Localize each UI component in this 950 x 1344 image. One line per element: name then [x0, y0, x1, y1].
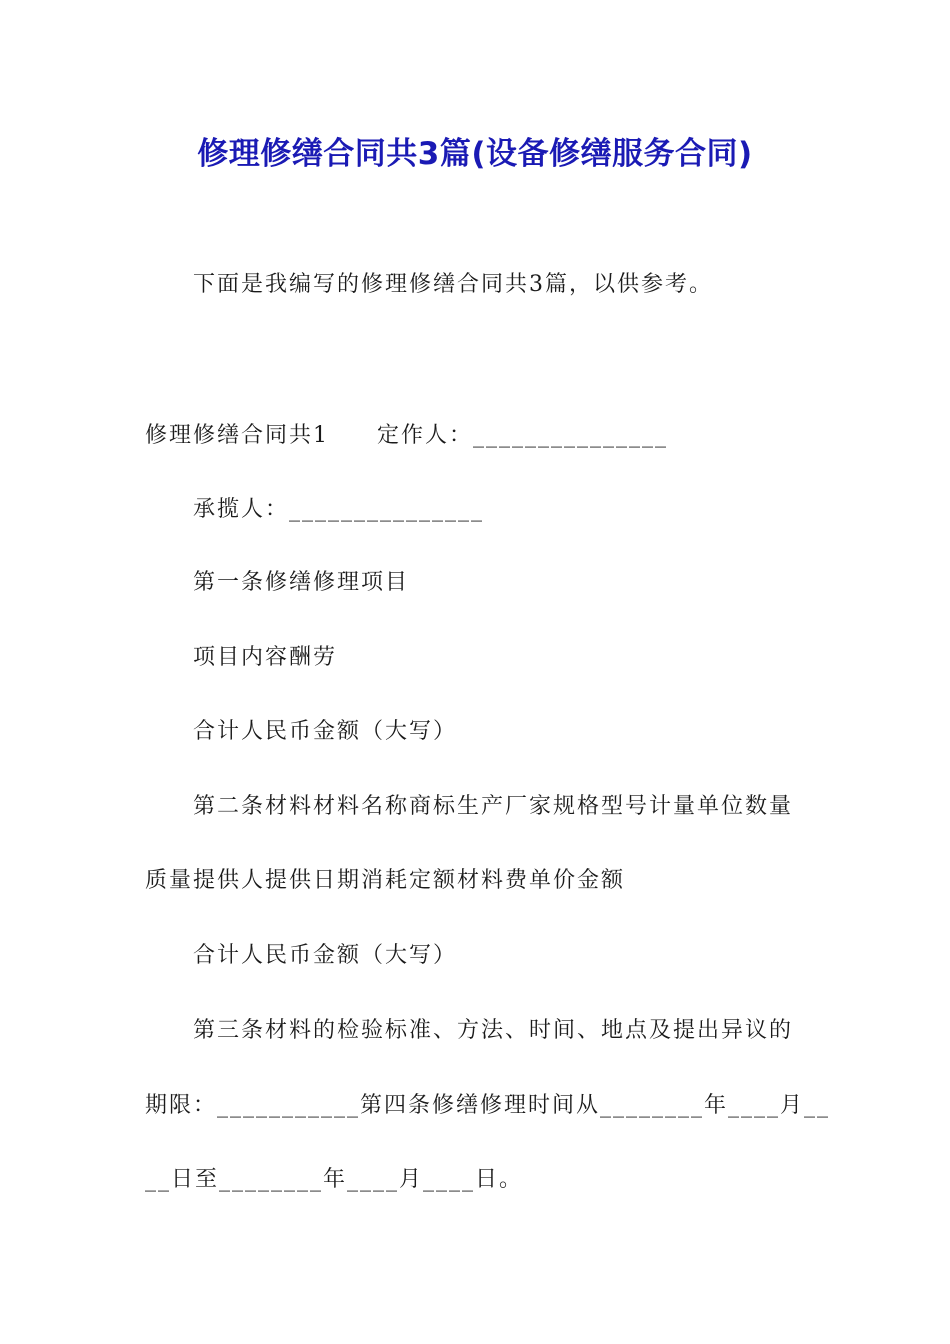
- intro-paragraph: 下面是我编写的修理修缮合同共3篇，以供参考。: [193, 272, 713, 297]
- contractor-line: 承揽人：_______________: [193, 497, 485, 522]
- date-range-line: __日至________年____月____日。: [145, 1167, 524, 1192]
- total-amount-line: 合计人民币金额（大写）: [193, 719, 458, 744]
- contract-1-heading-line: 修理修缮合同共1 定作人：_______________: [145, 423, 668, 448]
- article-2-line: 第二条材料材料名称商标生产厂家规格型号计量单位数量: [193, 794, 794, 819]
- article-3-line: 第三条材料的检验标准、方法、时间、地点及提出异议的: [193, 1018, 794, 1043]
- article-2-continued-line: 质量提供人提供日期消耗定额材料费单价金额: [145, 868, 626, 893]
- project-content-line: 项目内容酬劳: [193, 645, 338, 670]
- document-title: 修理修缮合同共3篇(设备修缮服务合同): [197, 136, 753, 172]
- total-amount-line-2: 合计人民币金额（大写）: [193, 943, 458, 968]
- article-1-heading: 第一条修缮修理项目: [193, 570, 410, 595]
- deadline-article-4-line: 期限：___________第四条修缮修理时间从________年____月__: [145, 1093, 831, 1118]
